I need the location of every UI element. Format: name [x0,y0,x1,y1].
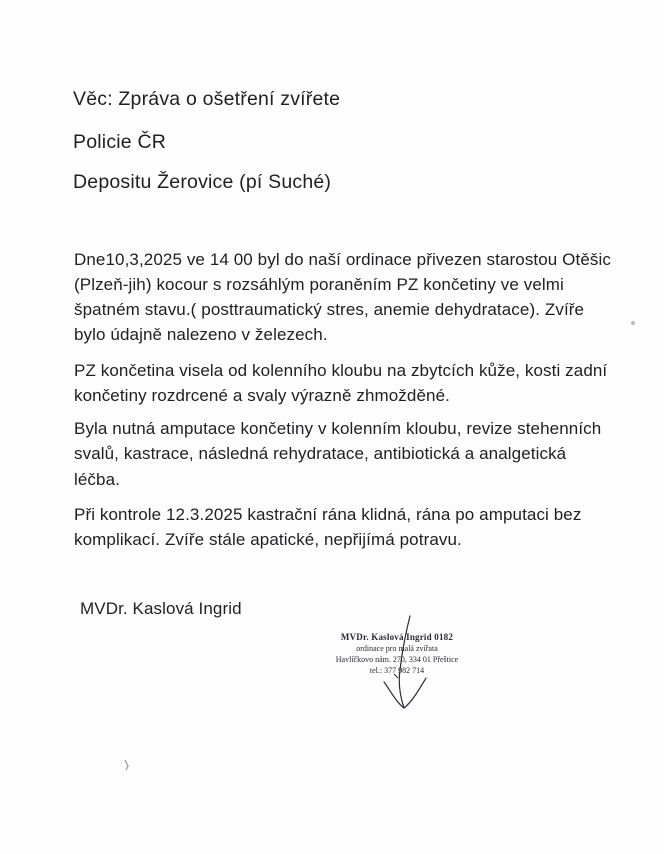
recipient-police: Policie ČR [73,131,167,153]
handwritten-signature [370,612,440,722]
stamp-name-line: MVDr. Kaslová Ingrid 0182 [340,632,454,642]
paragraph-1-line-4: bylo údajně nalezeno v železech. [74,325,328,344]
recipient-depositum: Depositu Žerovice (pí Suché) [73,171,332,193]
subject-line: Věc: Zpráva o ošetření zvířete [73,88,341,110]
scan-mark-icon [122,758,132,772]
paragraph-4-line-1: Při kontrole 12.3.2025 kastrační rána klidná, rána po amputaci bez [74,505,582,524]
paragraph-2-line-2: končetiny rozdrcené a svaly výrazně zhmožděné. [74,386,450,405]
stamp-phone-line: tel.: 377 982 714 [369,666,425,675]
paragraph-1-line-1: Dne10,3,2025 ve 14 00 byl do naší ordinace přivezen starostou Otěšic [74,250,611,269]
signoff-name: MVDr. Kaslová Ingrid [80,599,242,618]
paragraph-3-line-3: léčba. [74,470,120,489]
paragraph-3-line-1: Byla nutná amputace končetiny v kolenním kloubu, revize stehenních [74,419,602,438]
stamp-address-line: Havlíčkovo nám. 270, 334 01 Přeštice [335,655,459,664]
paragraph-1-line-2: (Plzeň-jih) kocour s rozsáhlým poraněním PZ končetiny ve velmi [74,275,564,294]
paragraph-1-line-3: špatném stavu.( posttraumatický stres, anemie dehydratace). Zvíře [74,300,585,319]
paragraph-2-line-1: PZ končetina visela od kolenního kloubu na zbytcích kůže, kosti zadní [74,361,608,380]
paragraph-4-line-2: komplikací. Zvíře stále apatické, nepřijímá potravu. [74,530,462,549]
scan-speck-icon [628,318,638,328]
stamp-clinic-line: ordinace pro malá zvířata [356,644,438,653]
paragraph-3-line-2: svalů, kastrace, následná rehydratace, antibiotická a analgetická [74,444,567,463]
